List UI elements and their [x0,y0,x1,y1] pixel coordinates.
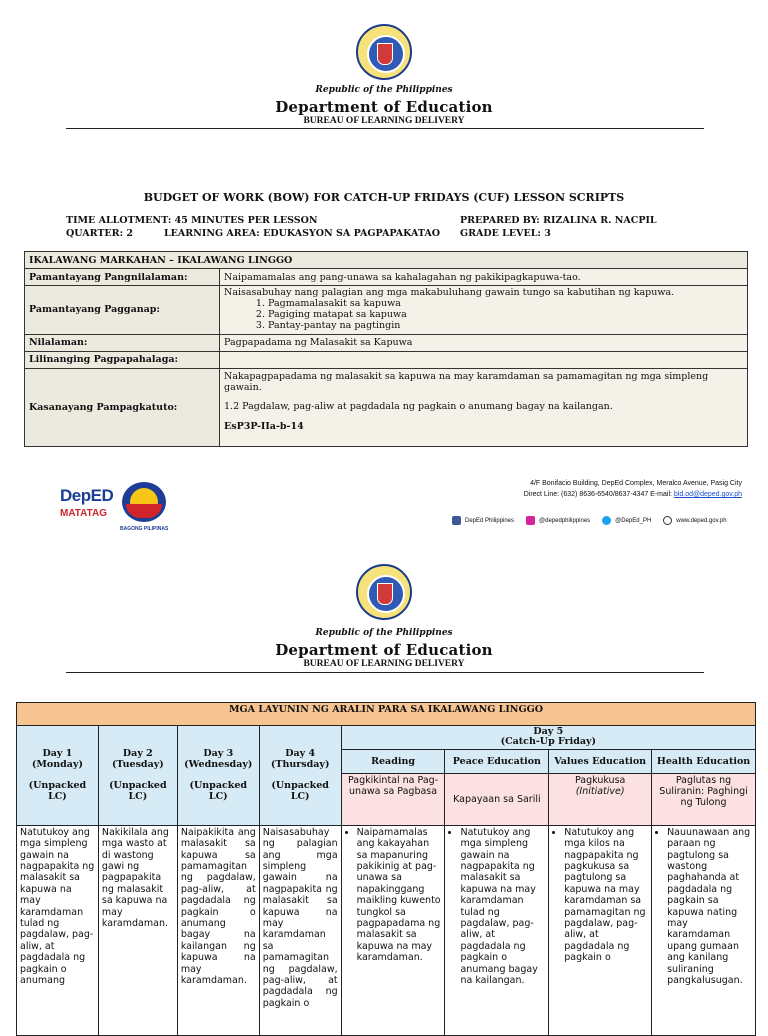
facebook-link[interactable]: DepEd Philippines [452,516,514,525]
header-divider [66,128,704,129]
bureau-text: BUREAU OF LEARNING DELIVERY [303,116,465,126]
peace-objective: • Natutukoy ang mga simpleng gawain na nagpapakita ng malasakit sa kapuwa na may karamdaman tulad ng pagdalaw, pag-aliw, at pagdadala ng pagkain o anumang bagay na kailangan. [445,825,549,1035]
day1-objective: Natutukoy ang mga simpleng gawain na nagpapakita ng malasakit sa kapuwa na may karamdaman tulad ng pagdalaw, pag-aliw, at pagdadala ng pagkain o anumang [17,825,99,1035]
pagganap-item: 2. Pagiging matapat sa kapuwa [268,310,743,321]
reading-objective: • Naipamamalas ang kakayahan sa mapanuring pakikinig at pag-unawa sa napakinggang maikling kuwento tungkol sa pagpapadama ng malasakit sa kapuwa na may karamdaman. [341,825,445,1035]
bureau-text: BUREAU OF LEARNING DELIVERY [303,659,465,669]
day4-objective: Naisasabuhay ng palagian ang mga simpleng gawain na nagpapakita ng malasakit sa kapuwa na may karamdaman sa pamamagitan ng pagdalaw, pag-aliw, at pagdadala ng pagkain o [259,825,341,1035]
cuf-subject-reading: Reading [341,749,445,773]
grade-level: GRADE LEVEL: 3 [460,228,551,239]
pagganap-intro: Naisasabuhay nang palagian ang mga makabuluhang gawain tungo sa kabutihan ng kapuwa. [224,287,675,298]
values-objective: • Natutukoy ang mga kilos na nagpapakita ng pagkukusa sa pagtulong sa kapuwa na may karamdaman sa pamamagitan ng pagdalaw, pag-aliw, at pagdadala ng pagkain o [549,825,652,1035]
twitter-icon [602,516,611,525]
pangnilalaman-value: Naipamamalas ang pang-unawa sa kahalagahan ng pakikipagkapuwa-tao. [220,269,748,286]
pagganap-item: 3. Pantay-pantay na pagtingin [268,321,743,332]
pagpapahalaga-label: Lilinanging Pagpapahalaga: [25,351,220,368]
kasanayan-value [220,368,748,446]
cuf-subject-peace: Peace Education [445,749,549,773]
objectives-heading: MGA LAYUNIN NG ARALIN PARA SA IKALAWANG LINGGO [17,703,756,726]
direct-line: Direct Line: (632) 8636-6540/8637-4347 E-mail: [523,491,674,498]
health-objective: • Nauunawaan ang paraan ng pagtulong sa wastong paghahanda at pagdadala ng pagkain sa kapuwa nating may karamdaman upang gumaan ang kanilang suliraning pangkalusugan. [652,825,756,1035]
matatag-logo-text: MATATAG [60,508,108,519]
pagpapahalaga-value [220,351,748,368]
department-title: Department of Education [275,641,493,659]
cuf-theme-values: Pagkukusa (Initiative) [549,773,652,825]
deped-seal-icon [356,564,412,620]
day3-objective: Naipakikita ang malasakit sa kapuwa sa pamamagitan ng pagdalaw, pag-aliw, at pagdadala ng pagkain o anumang bagay na kailangan ng kapuwa na may karamdaman. [177,825,259,1035]
globe-icon [663,516,672,525]
contact-line [524,491,742,498]
instagram-link[interactable]: @depedphilippines [526,516,590,525]
cuf-subject-values: Values Education [549,749,652,773]
document-title: BUDGET OF WORK (BOW) FOR CATCH-UP FRIDAYS (CUF) LESSON SCRIPTS [143,191,625,204]
day3-header: Day 3 (Wednesday) (Unpacked LC) [177,726,259,826]
instagram-icon [526,516,535,525]
objectives-table [16,702,756,1036]
day2-objective: Nakikilala ang mga wasto at di wastong gawi ng pagpapakita ng malasakit sa kapuwa na may karamdaman. [98,825,177,1035]
website-link[interactable]: www.deped.gov.ph [663,516,726,525]
pagganap-value [220,286,748,335]
kasanayan-code: EsP3P-IIa-b-14 [224,420,304,432]
nilalaman-value: Pagpapadama ng Malasakit sa Kapuwa [220,334,748,351]
facebook-icon [452,516,461,525]
deped-logo-text: DepED [60,486,114,505]
nilalaman-label: Nilalaman: [25,334,220,351]
pangnilalaman-label: Pamantayang Pangnilalaman: [25,269,220,286]
prepared-by: PREPARED BY: RIZALINA R. NACPIL [460,215,657,226]
pagganap-list [224,299,743,332]
deped-matatag-logo [60,486,114,530]
cuf-theme-peace: Kapayaan sa Sarili [445,773,549,825]
twitter-link[interactable]: @DepEd_PH [602,516,651,525]
day5-header: Day 5 (Catch-Up Friday) [341,726,755,750]
standards-table [24,251,748,447]
republic-text: Republic of the Philippines [315,85,453,95]
address-text: 4/F Bonifacio Building, DepEd Complex, Meralco Avenue, Pasig City [530,480,742,487]
email-link[interactable]: bld.od@deped.gov.ph [673,491,742,498]
republic-text: Republic of the Philippines [315,628,453,638]
bagong-pilipinas-logo [120,482,170,534]
quarter: QUARTER: 2 [66,228,133,239]
day4-header: Day 4 (Thursday) (Unpacked LC) [259,726,341,826]
bagong-pilipinas-text: BAGONG PILIPINAS [120,526,169,532]
pagganap-item: 1. Pagmamalasakit sa kapuwa [268,299,743,310]
department-title: Department of Education [275,98,493,116]
social-links [452,516,739,525]
learning-area: LEARNING AREA: EDUKASYON SA PAGPAPAKATAO [164,228,441,239]
cuf-theme-reading: Pagkikintal na Pag-unawa sa Pagbasa [341,773,445,825]
day1-header: Day 1 (Monday) (Unpacked LC) [17,726,99,826]
kasanayan-text: Nakapagpapadama ng malasakit sa kapuwa na may karamdaman sa pamamagitan ng mga simpleng gawain. [224,370,709,394]
kasanayan-subskill: 1.2 Pagdalaw, pag-aliw at pagdadala ng pagkain o anumang bagay na kailangan. [224,401,613,413]
header-divider [66,672,704,673]
day2-header: Day 2 (Tuesday) (Unpacked LC) [98,726,177,826]
deped-seal-icon [356,24,412,80]
time-allotment: TIME ALLOTMENT: 45 MINUTES PER LESSON [66,215,318,226]
pagganap-label: Pamantayang Pagganap: [25,286,220,335]
quarter-heading: IKALAWANG MARKAHAN – IKALAWANG LINGGO [25,252,748,269]
cuf-theme-health: Paglutas ng Suliranin: Paghingi ng Tulong [652,773,756,825]
cuf-subject-health: Health Education [652,749,756,773]
kasanayan-label: Kasanayang Pampagkatuto: [25,368,220,446]
